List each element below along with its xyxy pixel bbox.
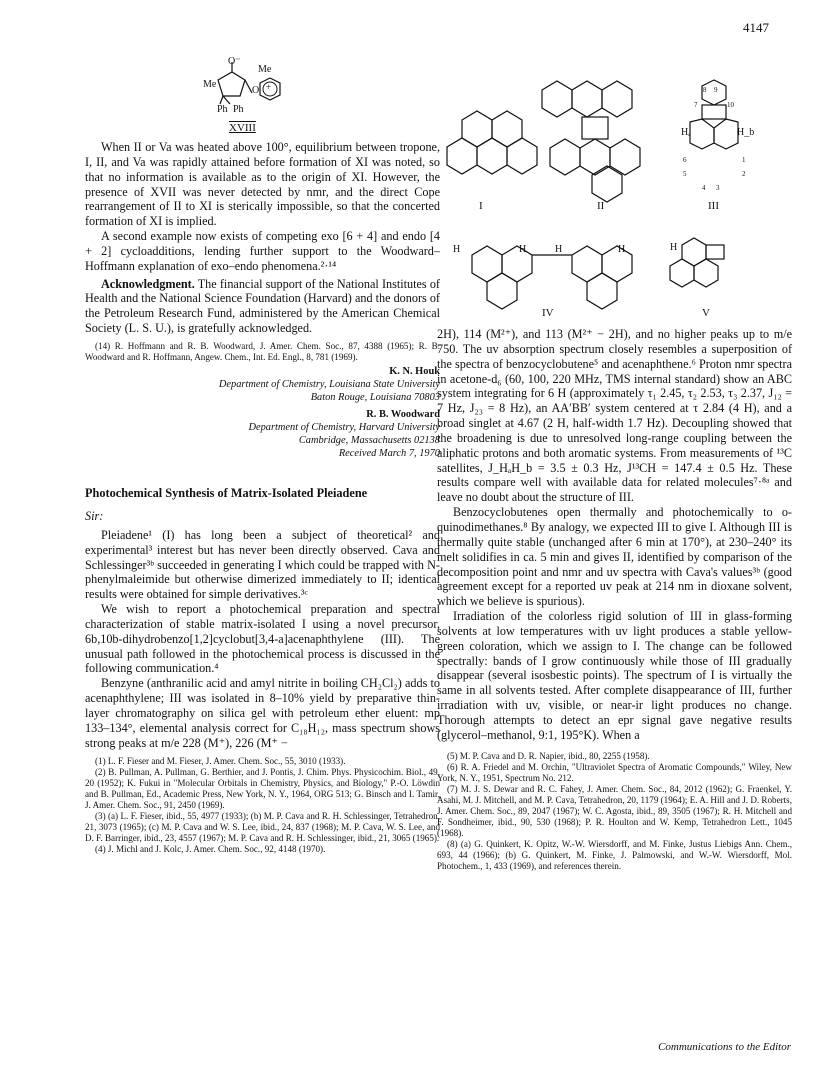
acknowledgment bbox=[85, 277, 440, 336]
footnote: (1) L. F. Fieser and M. Fieser, J. Amer. Chem. Soc., 55, 3010 (1933). bbox=[95, 756, 346, 767]
paragraph: Pleiadene¹ (I) has long been a subject of theoretical² and experimental³ interest but has never been directly observed. Cava and Schlessinger³ᵇ succeeded in generating I which could be trapped with N-phenylmaleimide but otherwise dimerized immediately to II; identical results were obtained for simple derivatives.³ᶜ bbox=[85, 527, 440, 602]
footnote: (5) M. P. Cava and D. R. Napier, ibid., 80, 2255 (1958). bbox=[447, 750, 650, 761]
atom-label: H bbox=[618, 244, 626, 255]
figure-label: XVIII bbox=[229, 122, 256, 134]
atom-number: 2 bbox=[742, 170, 746, 178]
page-number: 4147 bbox=[743, 20, 769, 35]
atom-label: H bbox=[453, 244, 461, 255]
right-column bbox=[437, 327, 792, 872]
atom-label: H bbox=[555, 244, 563, 255]
affiliation: Department of Chemistry, Louisiana State University bbox=[218, 378, 440, 390]
compound-label: I bbox=[479, 200, 483, 212]
paragraph: Irradiation of the colorless rigid solution of III in glass-forming solvents at low temperatures with uv light produces a stable yellow-green coloration, which we assign to I. The change can be followed spectrally: bands of I grow continuously while those of III gradually disappear (several isosbestic points). The spectrum of I is virtually the same in all solvents tested. After complete disappearance of III, further irradiation with uv, visible, or near-ir light produces no change. Thorough attempts to detect an epr signal gave negative results (glycerol–methanol, 9:1, 195°K). When a bbox=[437, 609, 792, 742]
atom-number: 7 bbox=[694, 101, 698, 109]
affiliation: Cambridge, Massachusetts 02138 bbox=[298, 434, 440, 446]
atom-label: O bbox=[252, 85, 260, 96]
atom-number: 9 bbox=[714, 86, 718, 94]
affiliation: Baton Rouge, Louisiana 70803 bbox=[310, 391, 440, 403]
structures-figure bbox=[432, 50, 762, 320]
paragraph: A second example now exists of competing exo [6 + 4] and endo [4 + 2] cycloadditions, lending further support to the Woodward–Hoffmann explanation of exo–endo phenomena.²·¹⁴ bbox=[85, 229, 440, 273]
atom-number: 5 bbox=[683, 170, 687, 178]
affiliation: Department of Chemistry, Harvard University bbox=[248, 421, 440, 433]
atom-number: 10 bbox=[727, 101, 734, 109]
ack-body: The financial support of the National Institutes of Health and the National Science Foundation (Harvard) and the donors of the Petroleum Research Fund, administered by the American Chemical Society (L. S. U.), is gratefully acknowledged. bbox=[85, 276, 440, 336]
paragraph: Benzyne (anthranilic acid and amyl nitrite in boiling CH₂Cl₂) adds to acenaphthylene; III was isolated in 8–10% yield by preparative thin-layer chromatography on silica gel with petroleum ether eluent: mp 133–134°, elemental analysis correct for C₁₈H₁₂, mass spectrum shows strong peaks at m/e 228 (M⁺), 226 (M⁺ − bbox=[85, 676, 440, 750]
footnote: (4) J. Michl and J. Kolc, J. Amer. Chem. Soc., 92, 4148 (1970). bbox=[95, 844, 326, 855]
atom-label: Me bbox=[203, 79, 217, 90]
article-title: Photochemical Synthesis of Matrix-Isolated Pleiadene bbox=[85, 485, 368, 500]
footnote: (14) R. Hoffmann and R. B. Woodward, J. Amer. Chem. Soc., 87, 4388 (1965); R. B. Woodward and R. Hoffmann, Angew. Chem., Int. Ed. Engl., 8, 781 (1969). bbox=[85, 340, 440, 362]
atom-label: + bbox=[266, 82, 272, 92]
paragraph: Benzocyclobutenes open thermally and photochemically to o-quinodimethanes.⁸ By analogy, we expected III to give I. Although III is thermally quite stable (unchanged after 6 min at 170°), at 230–240° its melt solidifies in ca. 5 min and gives II, identified by comparison of the decomposition point and nmr and uv spectra with Cava's values³ᵇ (good agreement except for a reported uv peak at 214 nm in dioxane solvent, which we believe is spurious). bbox=[437, 505, 792, 609]
paragraph: We wish to report a photochemical preparation and spectral characterization of stable matrix-isolated I using a novel precursor, 6b,10b-dihydrobenzo[1,2]cyclobut[3,4-a]acenaphthylene (III). The unusual path followed in the photochemical process is discussed in the following communication.⁴ bbox=[85, 602, 440, 676]
atom-label: H bbox=[519, 244, 527, 255]
author: R. B. Woodward bbox=[366, 408, 440, 420]
atom-number: 4 bbox=[702, 184, 706, 192]
received-date: Received March 7, 1970 bbox=[338, 447, 440, 459]
journal-footer: Communications to the Editor bbox=[658, 1041, 791, 1053]
atom-label: Ph bbox=[233, 104, 244, 115]
atom-number: 8 bbox=[703, 86, 707, 94]
atom-label: H bbox=[670, 242, 678, 253]
footnote: (7) M. J. S. Dewar and R. C. Fahey, J. Amer. Chem. Soc., 84, 2012 (1962); G. Fraenkel, Y. Asahi, M. J. Mitchell, and M. P. Cava, Tetrahedron, 20, 1179 (1964); E. A. Hill and J. D. Roberts, J. Amer. Chem. Soc., 89, 2047 (1967); W. C. Agosta, ibid., 89, 3505 (1967); R. H. Mitchell and F. Sondheimer, ibid., 90, 530 (1968); P. R. Houlton and W. Kemp, Tetrahedron Lett., 1045 (1968). bbox=[437, 783, 792, 838]
salutation: Sir: bbox=[85, 508, 104, 523]
paragraph: 2H), 114 (M²⁺), and 113 (M²⁺ − 2H), and no higher peaks up to m/e 750. The uv absorption spectrum closely resembles a superposition of the spectra of benzocyclobutene⁵ and acenaphthene.⁶ Proton nmr spectra in acetone-d₆ (60, 100, 220 MHz, TMS internal standard) show an ABC system integrating for 6 H (approximately τ₁ 2.45, τ₂ 2.53, τ₃ 2.37, J₁₂ = 7 Hz, J₂₃ = 8 Hz), an AA′BB′ system centered at τ 2.84 (4 H), and a broad singlet at 4.67 (2 H, half-width 1.7 Hz). Decoupling showed that the broadening is due to unresolved long-range coupling between the aliphatic protons and both aromatic systems. From measurements of ¹³C satellites, J_HₐH_b = 3.5 ± 0.3 Hz, J¹³CH = 147.4 ± 0.5 Hz. These results compare well with available data for related molecules⁷·⁸ᵃ and leave no doubt about the structure of III. bbox=[437, 327, 792, 505]
compound-label: IV bbox=[542, 307, 554, 319]
atom-number: 6 bbox=[683, 156, 687, 164]
atom-number: 1 bbox=[742, 156, 746, 164]
compound-label: III bbox=[708, 200, 719, 212]
author: K. N. Houk bbox=[389, 365, 440, 377]
footnote: (6) R. A. Friedel and M. Orchin, "Ultraviolet Spectra of Aromatic Compounds," Wiley, New York, N. Y., 1951, Spectrum No. 212. bbox=[437, 761, 792, 783]
compound-label: V bbox=[702, 307, 710, 319]
atom-label: H_b bbox=[737, 127, 755, 138]
paragraph: When II or Va was heated above 100°, equilibrium between tropone, I, II, and Va was rapidly attained before formation of XI was noted, so that no information is available as to the origin of XI. However, the presence of XVII was never detected by nmr, and the direct Cope rearrangement of II to XI is sterically impossible, so that the concerted formation of XI is implied. bbox=[85, 140, 440, 229]
atom-label: Ph bbox=[217, 104, 228, 115]
atom-label: Hₐ bbox=[681, 127, 691, 138]
ack-heading: Acknowledgment. bbox=[101, 276, 195, 291]
atom-label: O⁻ bbox=[228, 56, 241, 67]
footnote: (3) (a) L. F. Fieser, ibid., 55, 4977 (1933); (b) M. P. Cava and R. H. Schlessinger, Tetrahedron, 21, 3073 (1965); (c) M. P. Cava and W. S. Lee, ibid., 24, 837 (1968); M. P. Cava, W. S. Lee, and D. F. Barringer, ibid., 23, 4557 (1967); M. P. Cava and R. H. Schlessinger, ibid., 21, 3065 (1965). bbox=[85, 811, 440, 844]
atom-label: Me bbox=[258, 64, 272, 75]
compound-label: II bbox=[597, 200, 605, 212]
atom-number: 3 bbox=[716, 184, 720, 192]
footnote: (2) B. Pullman, A. Pullman, G. Berthier, and J. Pontis, J. Chim. Phys. Physicochim. Biol., 49, 20 (1952); K. Fukui in "Molecular Orbitals in Chemistry, Physics, and Biology," P.-O. Löwdin and B. Pullman, Ed., Academic Press, New York, N. Y., 1964, ORG 513; G. Binsch and I. Tamir, J. Amer. Chem. Soc., 91, 2450 (1969). bbox=[85, 767, 440, 811]
footnote: (8) (a) G. Quinkert, K. Opitz, W.-W. Wiersdorff, and M. Finke, Justus Liebigs Ann. Chem., 693, 44 (1966); (b) G. Quinkert, M. Finke, J. Palmowski, and W.-W. Wiersdorff, Mol. Photochem., 1, 433 (1969), and references therein. bbox=[437, 838, 792, 871]
